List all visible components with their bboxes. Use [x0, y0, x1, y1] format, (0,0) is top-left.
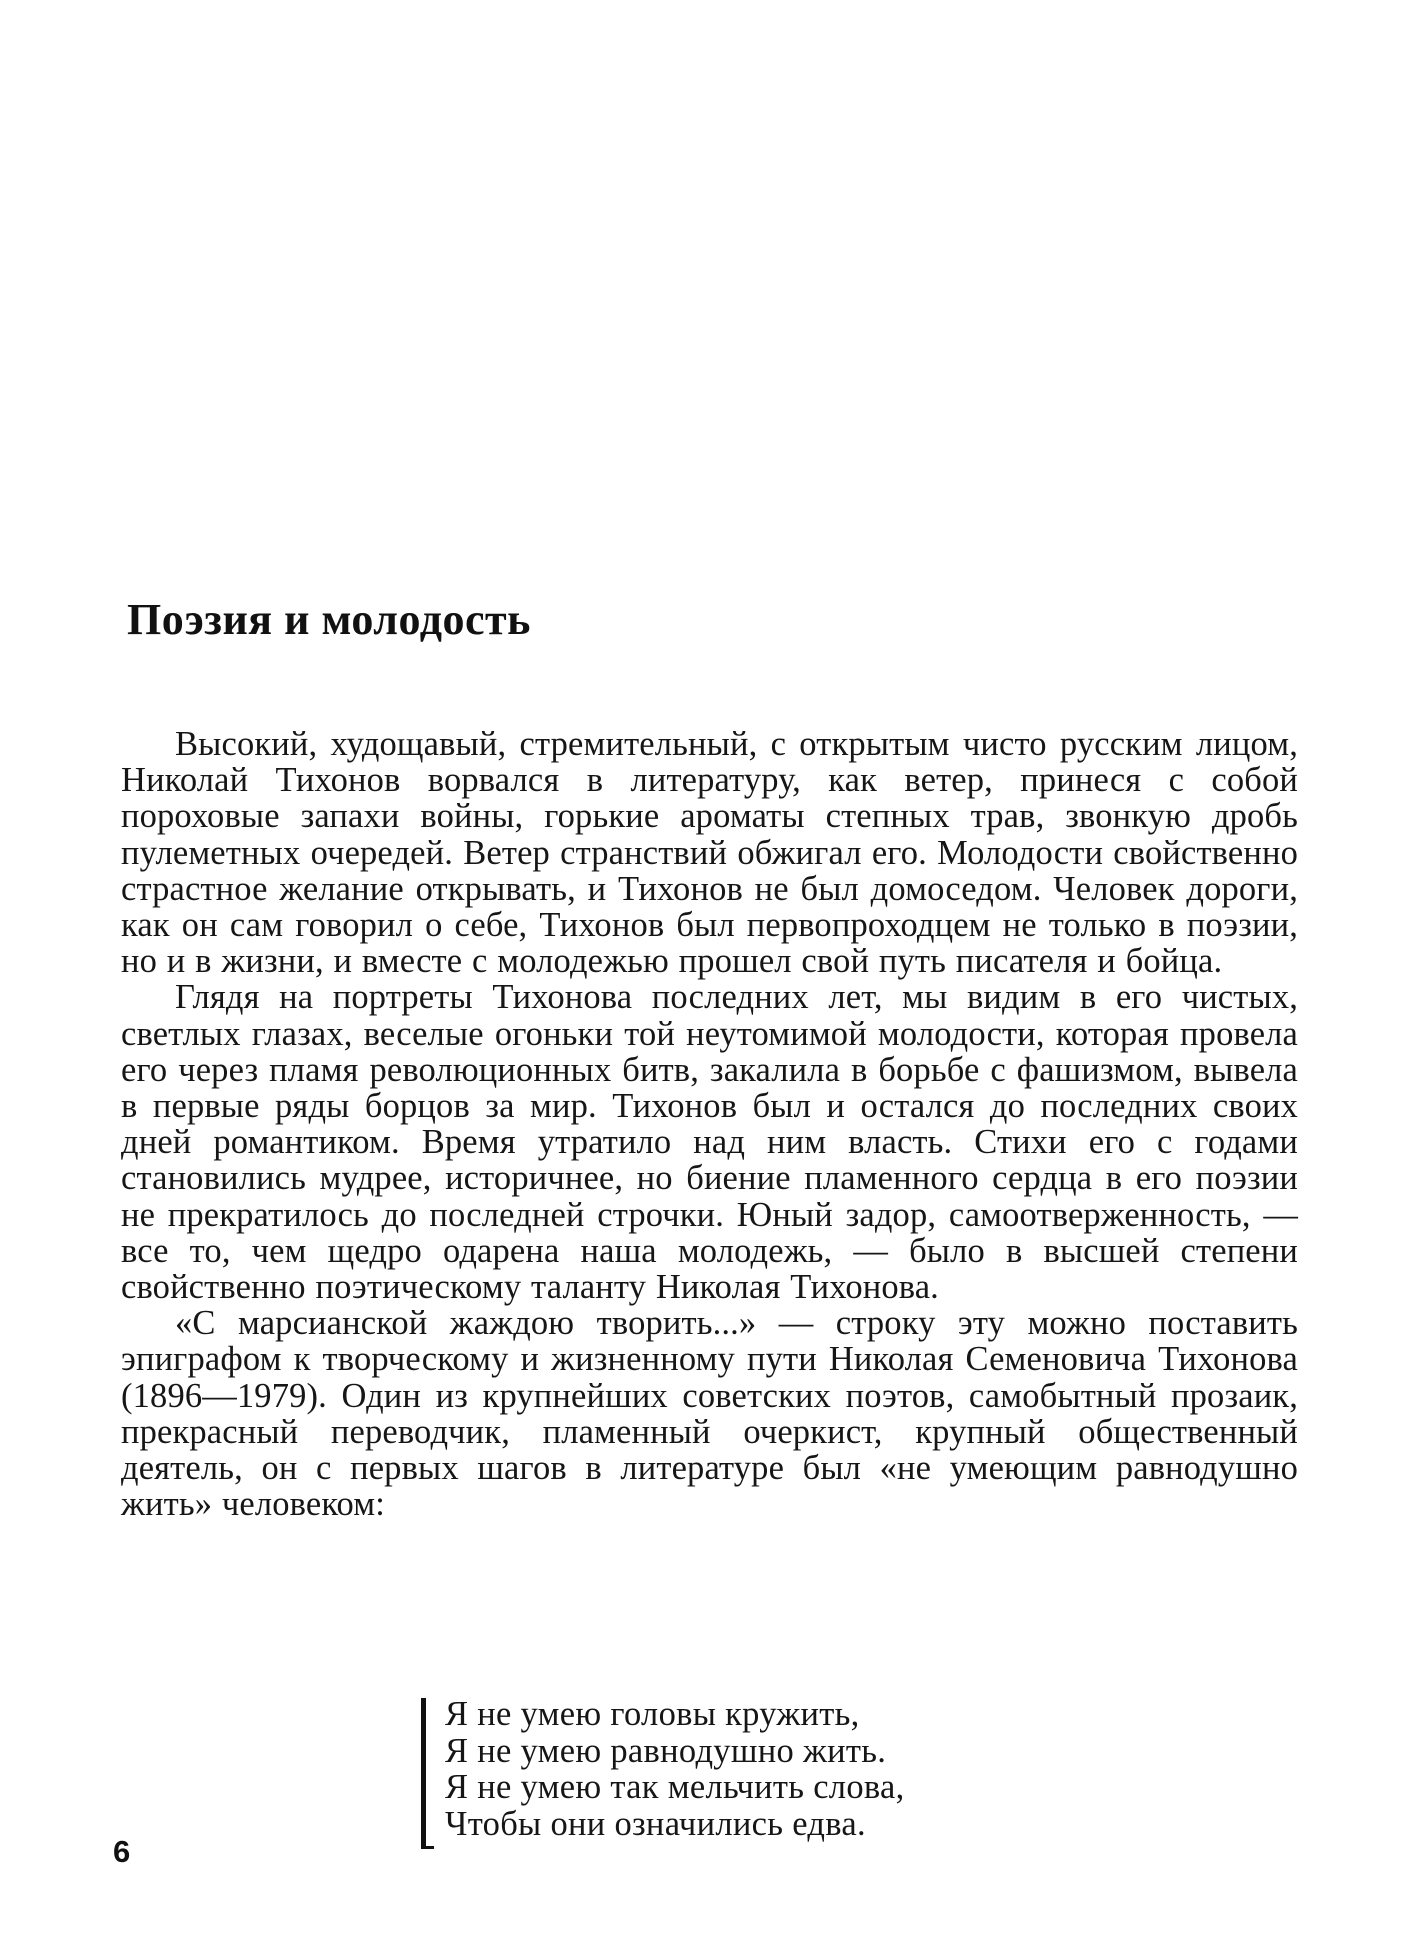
poem-line: Я не умею равнодушно жить. [445, 1731, 887, 1770]
poem-line: Чтобы они означились едва. [445, 1804, 866, 1843]
poem-bracket-ornament [421, 1698, 434, 1849]
poem-line: Я не умею головы кружить, [445, 1695, 860, 1733]
body-text [121, 726, 1298, 1522]
poem-epigraph [417, 1696, 905, 1842]
chapter-title: Поэзия и молодость [127, 595, 531, 644]
poem-line: Я не умею так мельчить слова, [445, 1768, 905, 1806]
paragraph: «С марсианской жаждою творить...» — строку эту можно поставить эпиграфом к творческому и жизненному пути Николая Семеновича Тихонова (1896—1979). Один из крупнейших советских поэтов, самобытный прозаик, прекрасный переводчик, пламенный очеркист, крупный общественный деятель, он с первых шагов в литературе был «не умеющим равнодушно жить» человеком: [121, 1304, 1298, 1524]
paragraph: Глядя на портреты Тихонова последних лет, мы видим в его чистых, светлых глазах, веселые огоньки той неутомимой молодости, которая провела его через пламя революционных битв, закалила в борьбе с фашизмом, вывела в первые ряды борцов за мир. Тихонов был и остался до последних своих дней романтиком. Время утратило над ним власть. Стихи его с годами становились мудрее, историчнее, но биение пламенного сердца в его поэзии не прекратилось до последней строчки. Юный задор, самоотверженность, — все то, чем щедро одарена наша молодежь, — было в высшей степени свойственно поэтическому таланту Николая Тихонова. [121, 978, 1298, 1307]
page-number: 6 [113, 1834, 131, 1869]
paragraph: Высокий, худощавый, стремительный, с открытым чисто русским лицом, Николай Тихонов ворвался в литературу, как ветер, принеся с собой пороховые запахи войны, горькие ароматы степных трав, звонкую дробь пулеметных очередей. Ветер странствий обжигал его. Молодости свойственно страстное желание открывать, и Тихонов не был домоседом. Человек дороги, как он сам говорил о себе, Тихонов был первопроходцем не только в поэзии, но и в жизни, и вместе с молодежью прошел свой путь писателя и бойца. [121, 725, 1298, 981]
